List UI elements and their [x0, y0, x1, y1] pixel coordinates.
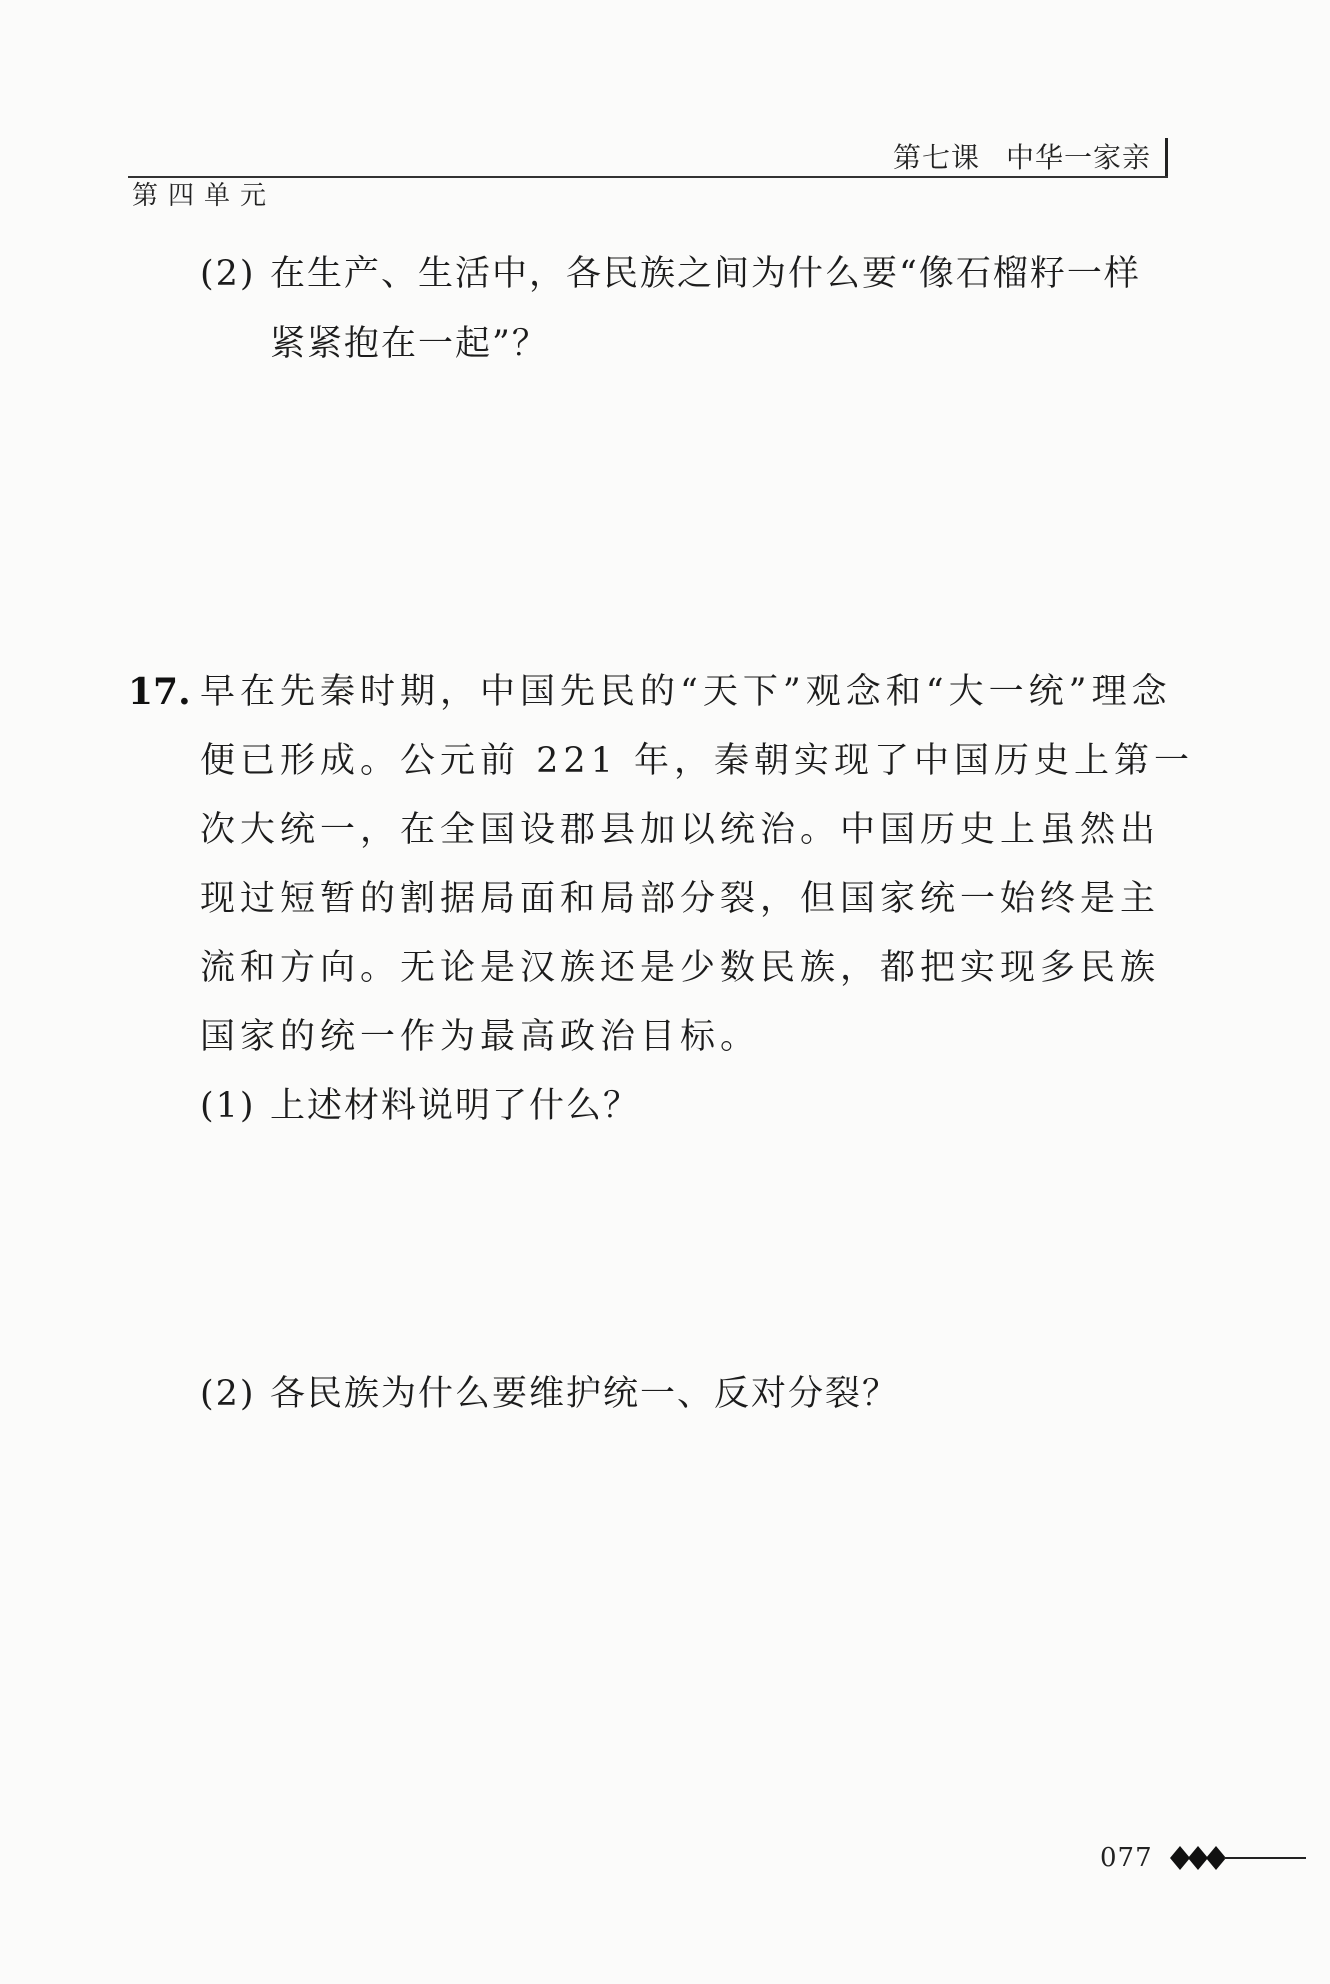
- q17-passage-line-6: 国家的统一作为最高政治目标。: [200, 1017, 761, 1057]
- q16-part2-text-1: 在生产、生活中，各民族之间为什么要“像石榴籽一样: [270, 254, 1141, 294]
- q17-part2-label: (2): [200, 1374, 256, 1414]
- q17-passage-line-1: 早在先秦时期，中国先民的“天下”观念和“大一统”理念: [200, 672, 1172, 712]
- unit-label: 第四单元: [132, 181, 277, 211]
- page-number: 077: [1100, 1843, 1153, 1873]
- lesson-title: 中华一家亲: [1005, 141, 1151, 174]
- q17-part1-label: (1): [200, 1086, 256, 1126]
- diamond-ornament-icon: [1168, 1840, 1308, 1876]
- q17-part1-text: 上述材料说明了什么？: [270, 1086, 641, 1126]
- lesson-number: 第七课: [892, 141, 980, 174]
- lesson-header: [893, 138, 1168, 178]
- q17-passage-line-4: 现过短暂的割据局面和局部分裂，但国家统一始终是主: [200, 879, 1161, 919]
- q17-passage-line-3: 次大统一，在全国设郡县加以统治。中国历史上虽然出: [200, 810, 1161, 850]
- q17-passage-line-2: 便已形成。公元前 221 年，秦朝实现了中国历史上第一: [200, 741, 1195, 781]
- question-number-17: 17.: [128, 671, 191, 713]
- q17-part2: [200, 1370, 899, 1418]
- q17-passage-line-5: 流和方向。无论是汉族还是少数民族，都把实现多民族: [200, 948, 1161, 988]
- q17-part1: [200, 1082, 640, 1130]
- q16-part2-line2: 紧紧抱在一起”？: [270, 324, 549, 364]
- q16-part2-label: (2): [200, 254, 256, 294]
- header-divider: [128, 176, 1168, 178]
- q16-part2-line1: [200, 250, 1141, 298]
- q17-part2-text: 各民族为什么要维护统一、反对分裂？: [270, 1374, 900, 1414]
